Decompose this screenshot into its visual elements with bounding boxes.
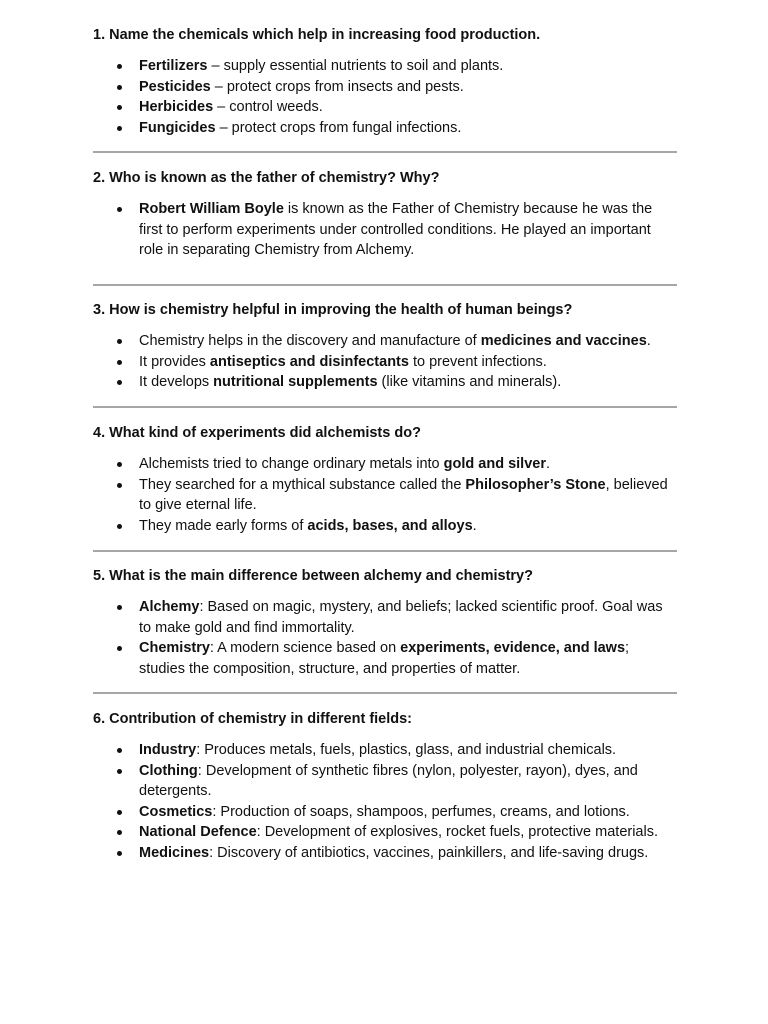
term: antiseptics and disinfectants [209, 353, 409, 370]
answer-list [93, 454, 677, 536]
list-item: Robert William Boyle is known as the Father of Chemistry because he was the first to perform experiments under controlled conditions. He played an important role in separating Chemistry from Alchemy. [93, 199, 677, 261]
term: Cosmetics [139, 803, 213, 820]
question-heading: 4. What kind of experiments did alchemists do? [93, 425, 421, 441]
list-item: Alchemists tried to change ordinary metals into gold and silver. [93, 454, 677, 475]
list-item: Fungicides – protect crops from fungal infections. [93, 118, 677, 139]
list-item: They made early forms of acids, bases, and alloys. [93, 516, 677, 537]
list-item: It provides antiseptics and disinfectants to prevent infections. [93, 352, 677, 373]
list-item: National Defence: Development of explosives, rocket fuels, protective materials. [93, 822, 677, 843]
section-divider [93, 151, 677, 153]
answer-list [93, 597, 677, 679]
term: medicines and vaccines [480, 333, 647, 349]
term: Alchemy [139, 599, 200, 615]
term: Chemistry [139, 640, 210, 657]
list-item: Fertilizers – supply essential nutrients to soil and plants. [93, 56, 677, 77]
answer-list [93, 740, 677, 864]
section-divider [93, 550, 677, 552]
section-health [93, 300, 677, 393]
list-item: Medicines: Discovery of antibiotics, vaccines, painkillers, and life-saving drugs. [93, 843, 677, 864]
term: Pesticides [139, 78, 211, 95]
question-heading: 6. Contribution of chemistry in different fields: [93, 711, 413, 727]
section-food-chemicals [93, 25, 677, 138]
list-item: Chemistry: A modern science based on experiments, evidence, and laws; studies the composition, structure, and properties of matter. [93, 638, 677, 679]
term: Robert William Boyle [139, 201, 284, 217]
list-item: Pesticides – protect crops from insects and pests. [93, 77, 677, 98]
section-contributions [93, 709, 677, 864]
question-heading: 5. What is the main difference between alchemy and chemistry? [93, 568, 533, 584]
term: Fungicides [139, 119, 216, 136]
term: nutritional supplements [213, 374, 378, 391]
list-item: Clothing: Development of synthetic fibres (nylon, polyester, rayon), dyes, and detergents. [93, 761, 677, 802]
term: Clothing [139, 762, 198, 779]
term: Industry [139, 742, 197, 758]
term: Philosopher’s Stone [465, 476, 606, 493]
term: National Defence [139, 824, 257, 841]
term: acids, bases, and alloys [307, 517, 473, 534]
section-alchemy-vs-chemistry [93, 566, 677, 679]
section-divider [93, 406, 677, 408]
section-alchemists [93, 423, 677, 536]
section-divider [93, 284, 677, 286]
list-item: Alchemy: Based on magic, mystery, and beliefs; lacked scientific proof. Goal was to make gold and find immortality. [93, 597, 677, 638]
list-item: It develops nutritional supplements (like vitamins and minerals). [93, 372, 677, 393]
term: Herbicides [139, 99, 214, 116]
answer-list [93, 331, 677, 393]
list-item: Herbicides – control weeds. [93, 97, 677, 118]
list-item: Chemistry helps in the discovery and manufacture of medicines and vaccines. [93, 331, 677, 352]
list-item: They searched for a mythical substance called the Philosopher’s Stone, believed to give eternal life. [93, 475, 677, 516]
answer-list [93, 56, 677, 138]
answer-list [93, 199, 677, 261]
list-item: Industry: Produces metals, fuels, plastics, glass, and industrial chemicals. [93, 740, 677, 761]
list-item: Cosmetics: Production of soaps, shampoos, perfumes, creams, and lotions. [93, 802, 677, 823]
question-heading: 3. How is chemistry helpful in improving the health of human beings? [93, 302, 573, 318]
question-heading: 1. Name the chemicals which help in increasing food production. [93, 27, 541, 43]
section-father-of-chemistry [93, 168, 677, 261]
term: Medicines [139, 844, 210, 861]
term: Fertilizers [139, 58, 208, 74]
question-heading: 2. Who is known as the father of chemistry? Why? [93, 170, 440, 186]
section-divider [93, 692, 677, 694]
term: gold and silver [443, 456, 546, 472]
